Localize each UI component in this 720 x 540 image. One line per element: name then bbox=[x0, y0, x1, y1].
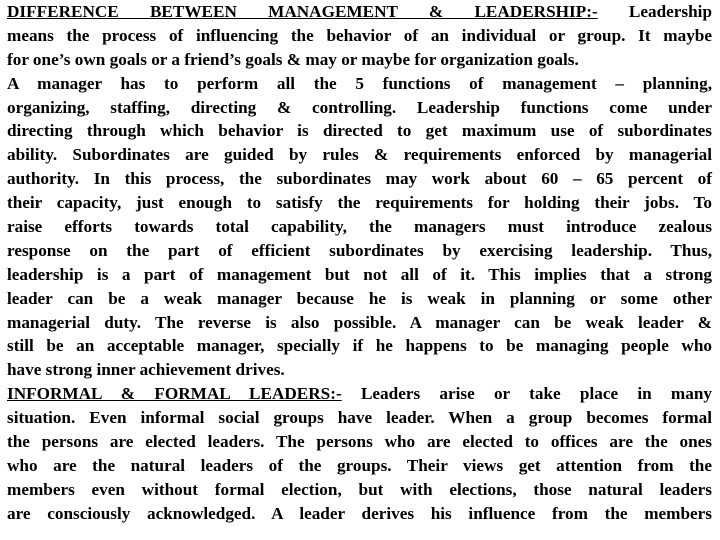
paragraph-line: A manager has to perform all the 5 functions of management – planning, bbox=[7, 73, 712, 93]
paragraph-line: members even without formal election, but with elections, those natural leaders bbox=[7, 479, 712, 499]
paragraph-line: their capacity, just enough to satisfy the requirements for holding their jobs. To bbox=[7, 193, 712, 213]
paragraph-line: raise efforts towards total capability, the managers must introduce zealous bbox=[7, 217, 712, 237]
paragraph-line: have strong inner achievement drives. bbox=[7, 360, 285, 380]
section1-heading-line bbox=[7, 0, 712, 24]
paragraph-line: who are the natural leaders of the groups. Their views get attention from the bbox=[7, 455, 712, 475]
paragraph-line: ability. Subordinates are guided by rules & requirements enforced by managerial bbox=[7, 145, 712, 165]
paragraph-line: still be an acceptable manager, specially if he happens to be managing people who bbox=[7, 336, 712, 356]
paragraph-line: situation. Even informal social groups have leader. When a group becomes formal bbox=[7, 408, 712, 428]
paragraph-line: the persons are elected leaders. The persons who are elected to offices are the ones bbox=[7, 432, 712, 452]
section1-heading: DIFFERENCE BETWEEN MANAGEMENT & LEADERSHIP:- bbox=[7, 2, 598, 21]
section1-heading-continuation: Leadership bbox=[597, 2, 712, 21]
section2-heading-continuation: Leaders arise or take place in many bbox=[341, 384, 712, 404]
paragraph-line: directing through which behavior is directed to get maximum use of subordinates bbox=[7, 121, 712, 141]
paragraph-line: for one’s own goals or a friend’s goals & may or maybe for organization goals. bbox=[7, 49, 579, 69]
paragraph-line: means the process of influencing the behavior of an individual or group. It maybe bbox=[7, 25, 712, 45]
section2-heading-line bbox=[7, 382, 712, 406]
paragraph-line: leader can be a weak manager because he is weak in planning or some other bbox=[7, 288, 712, 308]
paragraph-line: managerial duty. The reverse is also possible. A manager can be weak leader & bbox=[7, 312, 712, 332]
section2-heading: INFORMAL & FORMAL LEADERS:- bbox=[7, 384, 342, 404]
paragraph-line: response on the part of efficient subordinates by exercising leadership. Thus, bbox=[7, 240, 712, 260]
paragraph-line: organizing, staffing, directing & controlling. Leadership functions come under bbox=[7, 97, 712, 117]
paragraph-line: leadership is a part of management but not all of it. This implies that a strong bbox=[7, 264, 712, 284]
paragraph-line: authority. In this process, the subordinates may work about 60 – 65 percent of bbox=[7, 169, 712, 189]
paragraph-line: are consciously acknowledged. A leader derives his influence from the members bbox=[7, 503, 712, 523]
